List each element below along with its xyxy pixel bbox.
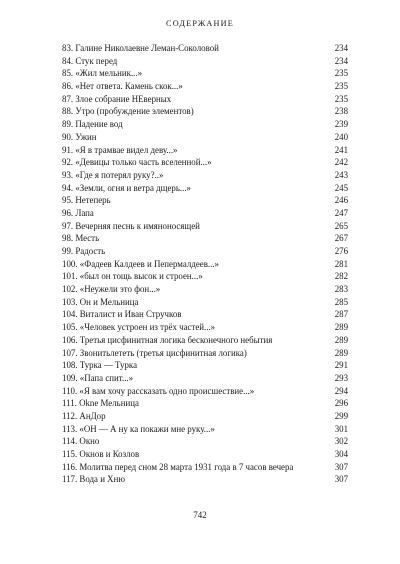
toc-entry	[62, 144, 348, 157]
toc-entry-page: 293	[334, 372, 348, 383]
toc-entry-title: 90. Ужин	[62, 131, 97, 142]
toc-entry	[62, 67, 348, 80]
toc-entry	[62, 270, 348, 283]
toc-entry	[62, 347, 348, 360]
page-number: 742	[193, 510, 207, 520]
toc-entry	[62, 55, 348, 68]
toc-entry-page: 234	[334, 43, 348, 53]
toc-entry	[62, 194, 348, 207]
toc-entry	[62, 156, 348, 169]
toc-entry-title: 108. Турка — Турка	[62, 360, 138, 371]
toc-entry-title: 95. Нетеперь	[62, 195, 111, 206]
toc-entry-page: 235	[334, 81, 348, 92]
toc-entry-page: 304	[334, 449, 348, 459]
toc-entry-title: 84. Стук перед	[62, 55, 118, 66]
toc-entry-page: 235	[334, 68, 348, 79]
toc-entry-page: 247	[334, 207, 348, 218]
toc-entry	[62, 372, 348, 385]
toc-entry-page: 235	[334, 93, 348, 104]
toc-entry-title: 87. Злое собрание НЕверных	[62, 93, 172, 104]
toc-entry-title: 99. Радость	[62, 246, 106, 256]
table-of-contents	[62, 42, 348, 486]
toc-entry-page: 289	[334, 347, 348, 358]
toc-entry-page: 307	[334, 474, 348, 485]
toc-entry-title: 114. Окно	[62, 436, 100, 447]
toc-entry-title: 106. Третья цисфинитная логика бесконечного небытия	[62, 334, 273, 345]
toc-entry	[62, 385, 348, 398]
toc-entry	[62, 410, 348, 423]
toc-entry-page: 291	[334, 360, 348, 371]
toc-entry	[62, 359, 348, 372]
toc-entry-page: 238	[334, 106, 348, 117]
toc-entry	[62, 80, 348, 93]
toc-entry	[62, 283, 348, 296]
toc-entry-title: 115. Окнов и Козлов	[62, 449, 140, 459]
toc-entry-page: 289	[334, 322, 348, 333]
toc-entry-title: 96. Лапа	[62, 207, 94, 218]
toc-entry-page: 301	[334, 423, 348, 434]
toc-entry-page: 282	[334, 271, 348, 282]
toc-entry-title: 117. Вода и Хню	[62, 474, 125, 485]
toc-entry	[62, 308, 348, 321]
toc-entry	[62, 42, 348, 55]
toc-entry	[62, 131, 348, 144]
toc-entry-title: 101. «был он тощь высок и строен...»	[62, 271, 203, 282]
toc-entry-page: 299	[334, 410, 348, 421]
toc-entry-page: 234	[334, 55, 348, 66]
toc-entry	[62, 105, 348, 118]
toc-entry	[62, 258, 348, 271]
toc-entry	[62, 93, 348, 106]
toc-entry	[62, 435, 348, 448]
toc-entry-page: 245	[334, 182, 348, 193]
toc-entry-page: 243	[334, 169, 348, 180]
toc-entry-page: 265	[334, 220, 348, 231]
toc-entry	[62, 321, 348, 334]
toc-entry-title: 86. «Нет ответа. Камень скок...»	[62, 81, 183, 92]
toc-entry	[62, 232, 348, 245]
toc-entry-title: 89. Падение вод	[62, 119, 123, 130]
toc-entry-page: 241	[334, 144, 348, 155]
toc-entry	[62, 245, 348, 258]
toc-entry	[62, 169, 348, 182]
toc-entry-title: 92. «Девицы только часть вселенной...»	[62, 157, 212, 168]
toc-entry-page: 296	[334, 398, 348, 409]
toc-entry-page: 302	[334, 436, 348, 447]
toc-entry-page: 285	[334, 296, 348, 307]
toc-entry-page: 307	[334, 461, 348, 472]
toc-entry	[62, 182, 348, 195]
toc-entry-title: 85. «Жил мельник...»	[62, 68, 143, 79]
toc-entry-title: 112. АнДор	[62, 410, 106, 421]
toc-entry-page: 283	[334, 284, 348, 295]
toc-entry	[62, 397, 348, 410]
page-header: СОДЕРЖАНИЕ	[166, 19, 234, 28]
toc-entry-title: 91. «Я в трамвае видел деву...»	[62, 144, 178, 155]
toc-entry-title: 116. Молитва перед сном 28 марта 1931 года в 7 часов вечера	[62, 461, 294, 472]
toc-entry-title: 113. «ОН — А ну ка покажи мне руку...»	[62, 423, 215, 434]
toc-entry	[62, 461, 348, 474]
toc-entry	[62, 334, 348, 347]
toc-entry-title: 104. Виталист и Иван Стручков	[62, 309, 182, 320]
toc-entry-title: 103. Он и Мельница	[62, 296, 139, 307]
toc-entry-page: 276	[334, 246, 348, 256]
toc-entry	[62, 448, 348, 461]
toc-entry	[62, 473, 348, 486]
toc-entry-page: 287	[334, 309, 348, 320]
toc-entry-title: 109. «Папа спит...»	[62, 372, 134, 383]
toc-entry-page: 281	[334, 258, 348, 269]
toc-entry-title: 88. Утро (пробуждение элементов)	[62, 106, 194, 117]
toc-entry-title: 105. «Человек устроен из трёх частей...»	[62, 322, 216, 333]
toc-entry	[62, 423, 348, 436]
toc-entry-page: 242	[334, 157, 348, 168]
toc-entry-page: 267	[334, 233, 348, 244]
toc-entry-page: 294	[334, 385, 348, 396]
toc-entry-title: 98. Месть	[62, 233, 100, 244]
toc-entry-page: 246	[334, 195, 348, 206]
toc-entry-title: 111. Oknе Мельница	[62, 398, 139, 409]
toc-entry-title: 107. Звонитьлететь (третья цисфинитная логика)	[62, 347, 247, 358]
toc-entry-page: 289	[334, 334, 348, 345]
toc-entry-title: 93. «Где я потерял руку?..»	[62, 169, 164, 180]
toc-entry-title: 102. «Неужели это фон...»	[62, 284, 161, 295]
toc-entry-page: 239	[334, 119, 348, 130]
toc-entry	[62, 220, 348, 233]
toc-entry-page: 240	[334, 131, 348, 142]
toc-entry-title: 97. Вечерняя песнь к имяноносящей	[62, 220, 200, 231]
toc-entry-title: 100. «Фадеев Калдеев и Пепермалдеев...»	[62, 258, 219, 269]
toc-entry-title: 83. Галине Николаевне Леман-Соколовой	[62, 43, 219, 53]
toc-entry	[62, 207, 348, 220]
toc-entry	[62, 296, 348, 309]
toc-entry-title: 94. «Земли, огня и ветра дщерь...»	[62, 182, 191, 193]
toc-entry	[62, 118, 348, 131]
toc-entry-title: 110. «Я вам хочу рассказать одно происшествие...»	[62, 385, 255, 396]
